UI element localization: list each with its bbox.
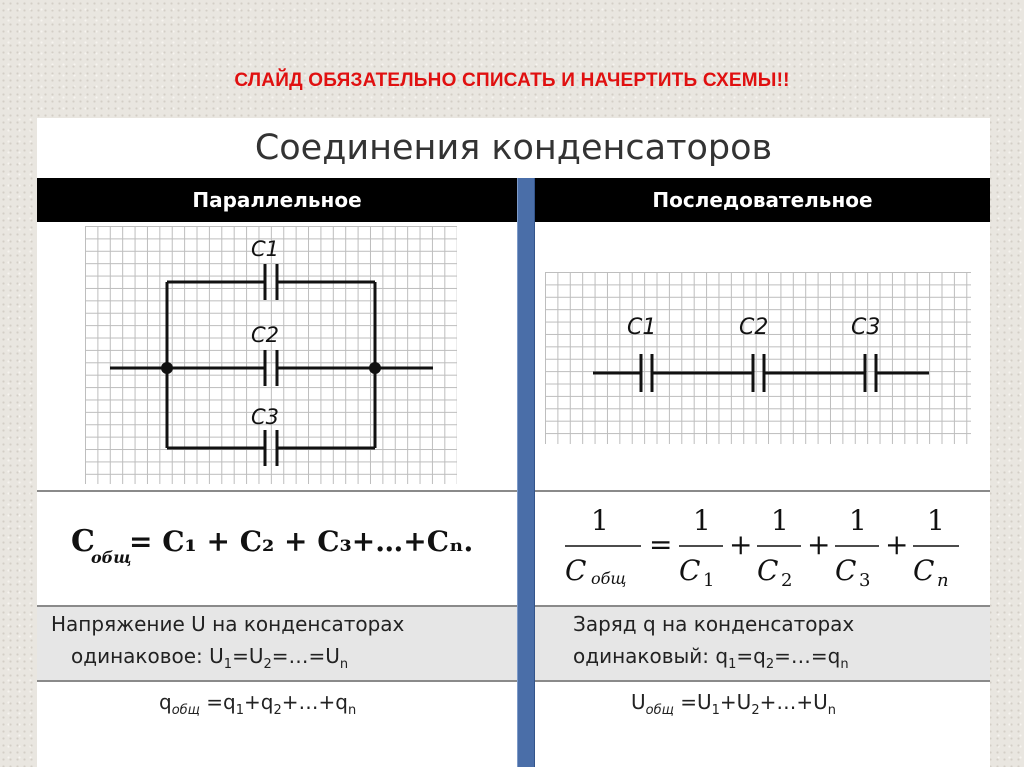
label-c2: C2 [251, 323, 280, 347]
plus-sign: + [807, 528, 831, 561]
parallel-circuit-diagram [85, 226, 457, 484]
equals-sign: = [649, 528, 673, 561]
denominator-sub: 2 [781, 570, 793, 591]
numerator: 1 [693, 504, 711, 537]
numerator: 1 [927, 504, 945, 537]
denominator-c: C [565, 554, 587, 587]
denominator-sub: 3 [859, 570, 871, 591]
formula-lhs: C [71, 524, 95, 559]
parallel-capacitance-formula [67, 503, 507, 583]
denominator-sub: 1 [703, 570, 715, 591]
numerator: 1 [849, 504, 867, 537]
numerator: 1 [771, 504, 789, 537]
junction-node [369, 362, 381, 374]
header-parallel: Параллельное [37, 178, 517, 222]
slide-panel [37, 118, 990, 767]
label-c1: C1 [627, 315, 657, 340]
denominator-c: C [757, 554, 779, 587]
denominator-c: C [679, 554, 701, 587]
series-capacitance-formula [557, 496, 977, 596]
denominator-sub: n [937, 570, 949, 591]
charge-line-1: Заряд q на конденсаторах [573, 612, 855, 636]
voltage-line-1: Напряжение U на конденсаторах [51, 612, 405, 636]
plus-sign: + [885, 528, 909, 561]
series-circuit-diagram [545, 272, 971, 444]
denominator-sub: общ [591, 569, 627, 588]
denominator-c: C [913, 554, 935, 587]
page-title: Соединения конденсаторов [254, 128, 773, 168]
label-c3: C3 [251, 405, 280, 429]
formula-lhs-sub: общ [91, 548, 132, 567]
parallel-voltage-text [51, 608, 513, 681]
junction-node [161, 362, 173, 374]
label-c3: C3 [851, 315, 881, 340]
voltage-line-2: одинаковое: $U_1=U_2=\dots=U_n$ [71, 644, 349, 672]
parallel-charge-sum: $q_{общ}$ $=q_1+q_2+\dots+q_n$ [159, 690, 357, 718]
series-voltage-sum: $U_{общ}$ $=U_1+U_2+\dots+U_n$ [631, 690, 836, 718]
label-c1: C1 [251, 237, 280, 261]
numerator: 1 [591, 504, 609, 537]
plus-sign: + [729, 528, 753, 561]
slide-instruction: СЛАЙД ОБЯЗАТЕЛЬНО СПИСАТЬ И НАЧЕРТИТЬ СХЕМЫ!! [234, 70, 790, 91]
denominator-c: C [835, 554, 857, 587]
formula-rhs: = C₁ + C₂ + C₃+…+Cₙ. [129, 525, 474, 558]
label-c2: C2 [739, 315, 769, 340]
column-divider [517, 178, 535, 767]
charge-line-2: одинаковый: $q_1=q_2=\dots=q_n$ [573, 644, 849, 672]
series-charge-text [573, 608, 983, 681]
row-divider [37, 490, 990, 492]
header-series: Последовательное [535, 178, 990, 222]
